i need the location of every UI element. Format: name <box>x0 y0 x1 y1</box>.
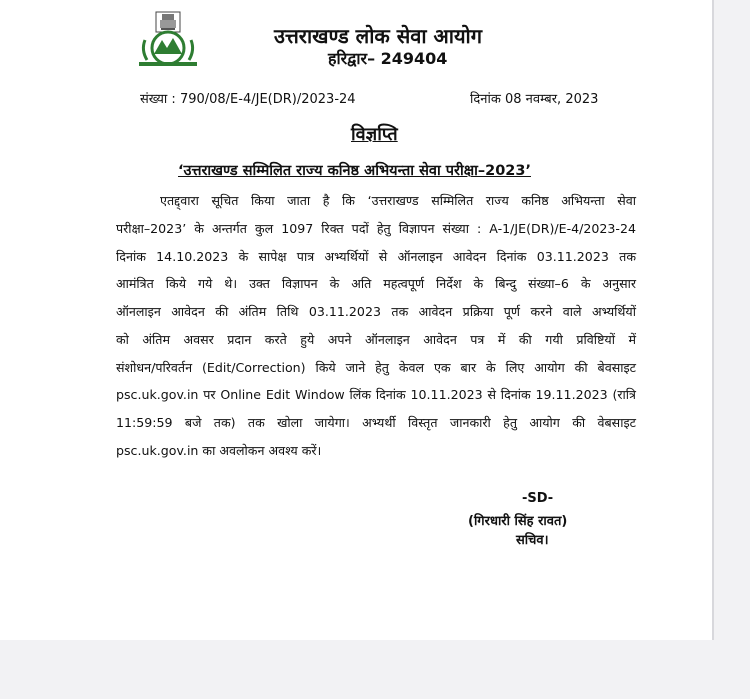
notice-heading: विज्ञप्ति <box>351 124 398 145</box>
body-line: को अंतिम अवसर प्रदान करते हुये अपने ऑनलाइन आवेदन पत्र में की गयी प्रविष्टियों में <box>116 332 636 347</box>
reference-number: संख्या : 790/08/E-4/JE(DR)/2023-24 <box>140 92 356 107</box>
notice-subject: ‘उत्तराखण्ड सम्मिलित राज्य कनिष्ठ अभियन्ता सेवा परीक्षा–2023’ <box>178 163 531 179</box>
body-line: psc.uk.gov.in पर Online Edit Window लिंक दिनांक 10.11.2023 से दिनांक 19.11.2023 (रात्रि <box>116 387 636 402</box>
body-line: ऑनलाइन आवेदन की अंतिम तिथि 03.11.2023 तक आवेदन प्रक्रिया पूर्ण करने वाले अभ्यर्थियों <box>116 304 636 319</box>
commission-emblem-icon <box>133 10 203 68</box>
notice-date: दिनांक 08 नवम्बर, 2023 <box>470 92 599 107</box>
signature-sd: -SD- <box>522 491 554 506</box>
signatory-name: (गिरधारी सिंह रावत) <box>468 514 568 529</box>
organization-address: हरिद्वार– 249404 <box>328 49 448 68</box>
body-line: psc.uk.gov.in का अवलोकन अवश्य करें। <box>116 443 322 458</box>
body-line: आमंत्रित किये गये थे। उक्त विज्ञापन के अति महत्वपूर्ण निर्देश के बिन्दु संख्या–6 के अनुसार <box>116 276 636 291</box>
body-line: दिनांक 14.10.2023 के सापेक्ष पात्र अभ्यर्थियों से ऑनलाइन आवेदन दिनांक 03.11.2023 तक <box>116 249 636 264</box>
body-line: एतद्द्वारा सूचित किया जाता है कि ‘उत्तराखण्ड सम्मिलित राज्य कनिष्ठ अभियन्ता सेवा <box>160 193 636 208</box>
signatory-designation: सचिव। <box>516 533 549 548</box>
body-line: संशोधन/परिवर्तन (Edit/Correction) किये जाने हेतु केवल एक बार के लिए आयोग की बेवसाइट <box>116 360 636 375</box>
organization-name: उत्तराखण्ड लोक सेवा आयोग <box>274 24 482 48</box>
body-line: 11:59:59 बजे तक) तक खोला जायेगा। अभ्यर्थी विस्तृत जानकारी हेतु आयोग की वेबसाइट <box>116 415 636 430</box>
page-edge-divider <box>712 0 714 640</box>
body-line: परीक्षा–2023’ के अन्तर्गत कुल 1097 रिक्त पदों हेतु विज्ञापन संख्या : A-1/JE(DR)/E-4/2023-24 <box>116 221 636 236</box>
